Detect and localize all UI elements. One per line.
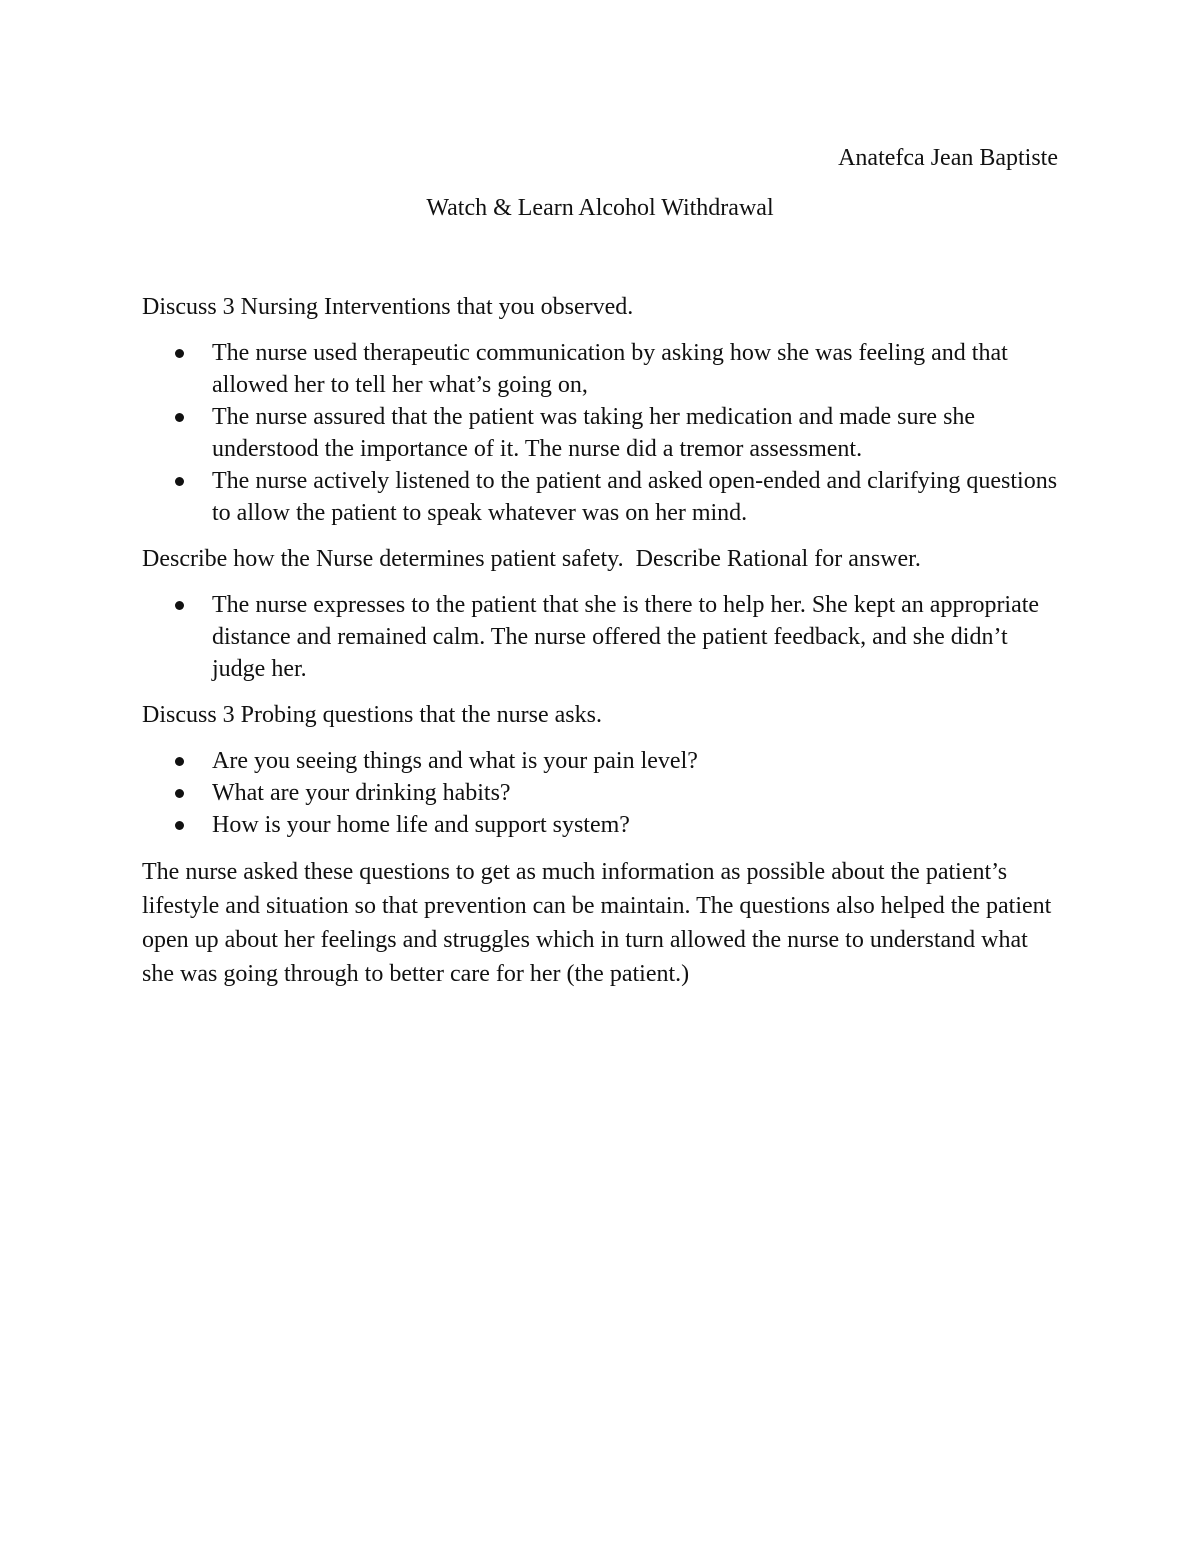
section-2-prompt: Describe how the Nurse determines patient safety. Describe Rational for answer. bbox=[142, 546, 921, 572]
list-item-text: The nurse assured that the patient was taking her medication and made sure she understood the importance of it. The nurse did a tremor assessment. bbox=[212, 404, 976, 462]
list-item bbox=[142, 465, 1062, 529]
list-item bbox=[142, 401, 1062, 465]
list-item-text: The nurse expresses to the patient that she is there to help her. She kept an appropriate distance and remained calm. The nurse offered the patient feedback, and she didn’t judge her. bbox=[212, 592, 1040, 682]
bullet-icon bbox=[175, 349, 184, 358]
list-item bbox=[142, 589, 1062, 685]
section-2-list bbox=[142, 589, 1062, 685]
list-item-text: Are you seeing things and what is your pain level? bbox=[212, 748, 698, 774]
bullet-icon bbox=[175, 413, 184, 422]
conclusion-paragraph: The nurse asked these questions to get as much information as possible about the patient’s lifestyle and situation so that prevention can be maintain. The questions also helped the patient open up about her feelings and struggles which in turn allowed the nurse to understand what she was going through to better care for her (the patient.) bbox=[142, 859, 1052, 987]
bullet-icon bbox=[175, 477, 184, 486]
bullet-icon bbox=[175, 757, 184, 766]
list-item-text: The nurse used therapeutic communication by asking how she was feeling and that allowed her to tell her what’s going on, bbox=[212, 340, 1008, 398]
section-1-list bbox=[142, 337, 1062, 529]
list-item bbox=[142, 337, 1062, 401]
document-body bbox=[142, 291, 1062, 991]
list-item-text: What are your drinking habits? bbox=[212, 780, 511, 806]
list-item-text: How is your home life and support system? bbox=[212, 812, 630, 838]
bullet-icon bbox=[175, 601, 184, 610]
section-3-list bbox=[142, 745, 1062, 841]
document-title: Watch & Learn Alcohol Withdrawal bbox=[426, 195, 774, 221]
list-item bbox=[142, 809, 1062, 841]
bullet-icon bbox=[175, 821, 184, 830]
list-item bbox=[142, 777, 1062, 809]
author-name: Anatefca Jean Baptiste bbox=[838, 145, 1058, 171]
section-3-prompt: Discuss 3 Probing questions that the nurse asks. bbox=[142, 702, 602, 728]
list-item-text: The nurse actively listened to the patient and asked open-ended and clarifying questions to allow the patient to speak whatever was on her mind. bbox=[212, 468, 1058, 526]
bullet-icon bbox=[175, 789, 184, 798]
list-item bbox=[142, 745, 1062, 777]
section-1-prompt: Discuss 3 Nursing Interventions that you observed. bbox=[142, 294, 634, 320]
